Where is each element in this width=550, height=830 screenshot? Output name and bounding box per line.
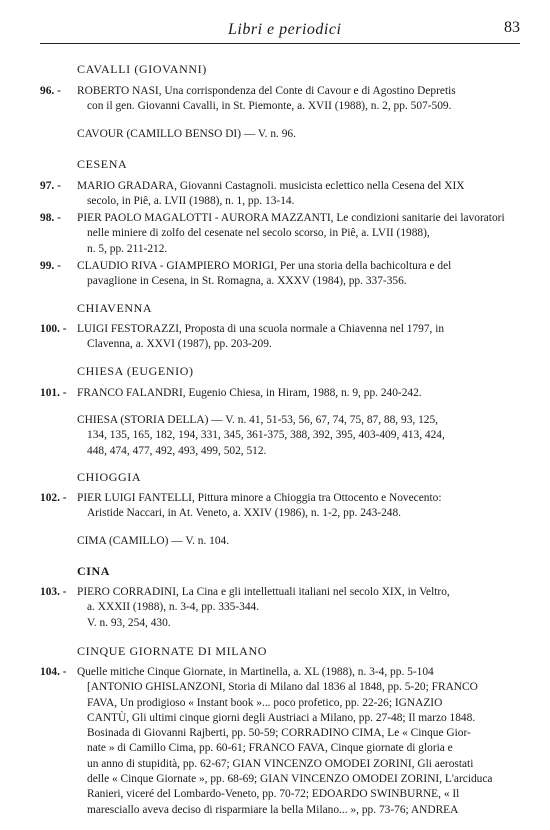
entry-line: secolo, in Piê, a. LVII (1988), n. 1, pp. 13-14. (87, 195, 295, 208)
entry-number: 98. - (40, 212, 61, 224)
entry-line: nelle miniere di zolfo del cesenate nel secolo scorso, in Piê, a. LVII (1988), (87, 227, 430, 240)
bibliography-entry (40, 665, 510, 818)
entry-line: LUIGI FESTORAZZI, Proposta di una scuola normale a Chiavenna nel 1797, in (77, 323, 445, 335)
section-heading: CESENA (77, 157, 128, 171)
entry-line: a. XXXII (1988), n. 3-4, pp. 335-344. (87, 601, 260, 614)
cross-reference (77, 534, 517, 549)
entry-line: un anno di stupidità, pp. 62-67; GIAN VINCENZO OMODEI ZORINI, Gli aerostati (87, 757, 474, 770)
entry-line: con il gen. Giovanni Cavalli, in St. Piemonte, a. XVII (1988), n. 2, pp. 507-509. (87, 100, 452, 113)
header-rule (40, 43, 520, 44)
entry-line: nate » di Camillo Cima, pp. 60-61; FRANCO FAVA, Cinque giornate di gloria e (87, 742, 453, 755)
bibliography-entry (40, 585, 510, 631)
bibliography-entry (40, 386, 510, 401)
entry-line: PIER PAOLO MAGALOTTI - AURORA MAZZANTI, Le condizioni sanitarie dei lavoratori (77, 212, 505, 224)
entry-number: 100. - (40, 323, 67, 335)
bibliography-entry (40, 322, 510, 353)
cross-reference-line: CAVOUR (CAMILLO BENSO DI) — V. n. 96. (77, 128, 296, 140)
cross-reference-line: 134, 135, 165, 182, 194, 331, 345, 361-375, 388, 392, 395, 403-409, 413, 424, (87, 429, 445, 442)
entry-line: CLAUDIO RIVA - GIAMPIERO MORIGI, Per una storia della bachicoltura e del (77, 260, 452, 272)
bibliography-entry (40, 179, 510, 210)
entry-number: 104. - (40, 666, 67, 678)
entry-number: 103. - (40, 586, 67, 598)
entry-line: n. 5, pp. 211-212. (87, 242, 168, 255)
entry-line: Aristide Naccari, in At. Veneto, a. XXIV (1986), n. 1-2, pp. 243-248. (87, 507, 402, 520)
page-number: 83 (504, 19, 520, 36)
cross-reference (77, 413, 517, 459)
cross-reference-line: CHIESA (STORIA DELLA) — V. n. 41, 51-53, 56, 67, 74, 75, 87, 88, 93, 125, (77, 414, 439, 426)
entry-line: FAVA, Un prodigioso « Instant book »... poco profetico, pp. 22-26; IGNAZIO (87, 696, 443, 709)
page-header (40, 18, 520, 42)
cross-reference (77, 127, 517, 142)
section-heading: CAVALLI (GIOVANNI) (77, 62, 207, 76)
section-heading: CINA (77, 564, 111, 578)
running-title: Libri e periodici (228, 21, 342, 38)
section-heading: CHIESA (EUGENIO) (77, 364, 194, 378)
bibliography-entry (40, 259, 510, 290)
bibliography-entry (40, 211, 510, 257)
bibliography-entry (40, 491, 510, 522)
entry-line: pavaglione in Cesena, in St. Romagna, a. XXXV (1984), pp. 337-356. (87, 275, 407, 288)
entry-line: MARIO GRADARA, Giovanni Castagnoli. musicista eclettico nella Cesena del XIX (77, 180, 465, 192)
entry-line: [ANTONIO GHISLANZONI, Storia di Milano dal 1836 al 1848, pp. 5-20; FRANCO (87, 681, 478, 694)
entry-number: 101. - (40, 387, 67, 399)
entry-line: Ranieri, viceré del Lombardo-Veneto, pp. 70-72; EDOARDO SWINBURNE, « Il (87, 788, 460, 801)
entry-number: 96. - (40, 85, 61, 97)
entry-line: delle « Cinque Giornate », pp. 68-69; GIAN VINCENZO OMODEI ZORINI, L'arciduca (87, 773, 493, 786)
entry-line: FRANCO FALANDRI, Eugenio Chiesa, in Hiram, 1988, n. 9, pp. 240-242. (77, 387, 422, 399)
section-heading: CHIOGGIA (77, 470, 142, 484)
cross-reference-line: 448, 474, 477, 492, 493, 499, 502, 512. (87, 444, 267, 457)
entry-line: PIERO CORRADINI, La Cina e gli intellettuali italiani nel secolo XIX, in Veltro, (77, 586, 450, 598)
entry-number: 102. - (40, 492, 67, 504)
cross-reference-line: CIMA (CAMILLO) — V. n. 104. (77, 535, 230, 547)
entry-line: Clavenna, a. XXVI (1987), pp. 203-209. (87, 338, 272, 351)
section-heading: CHIAVENNA (77, 301, 153, 315)
entry-number: 97. - (40, 180, 61, 192)
entry-line: V. n. 93, 254, 430. (87, 616, 171, 629)
entry-line: Bosinada di Giovanni Rajberti, pp. 50-59; CORRADINO CIMA, Le « Cinque Gior- (87, 727, 471, 740)
entry-line: maresciallo aveva deciso di risparmiare la bella Milano... », pp. 73-76; ANDREA (87, 803, 459, 816)
entry-line: Quelle mitiche Cinque Giornate, in Martinella, a. XL (1988), n. 3-4, pp. 5-104 (77, 666, 434, 678)
entry-line: ROBERTO NASI, Una corrispondenza del Conte di Cavour e di Agostino Depretis (77, 85, 456, 97)
entry-number: 99. - (40, 260, 61, 272)
section-heading: CINQUE GIORNATE DI MILANO (77, 644, 267, 658)
entry-line: PIER LUIGI FANTELLI, Pittura minore a Chioggia tra Ottocento e Novecento: (77, 492, 442, 504)
entry-line: CANTÙ, Gli ultimi cinque giorni degli Austriaci a Milano, pp. 27-48; Il marzo 1848. (87, 711, 476, 724)
bibliography-entry (40, 84, 510, 115)
